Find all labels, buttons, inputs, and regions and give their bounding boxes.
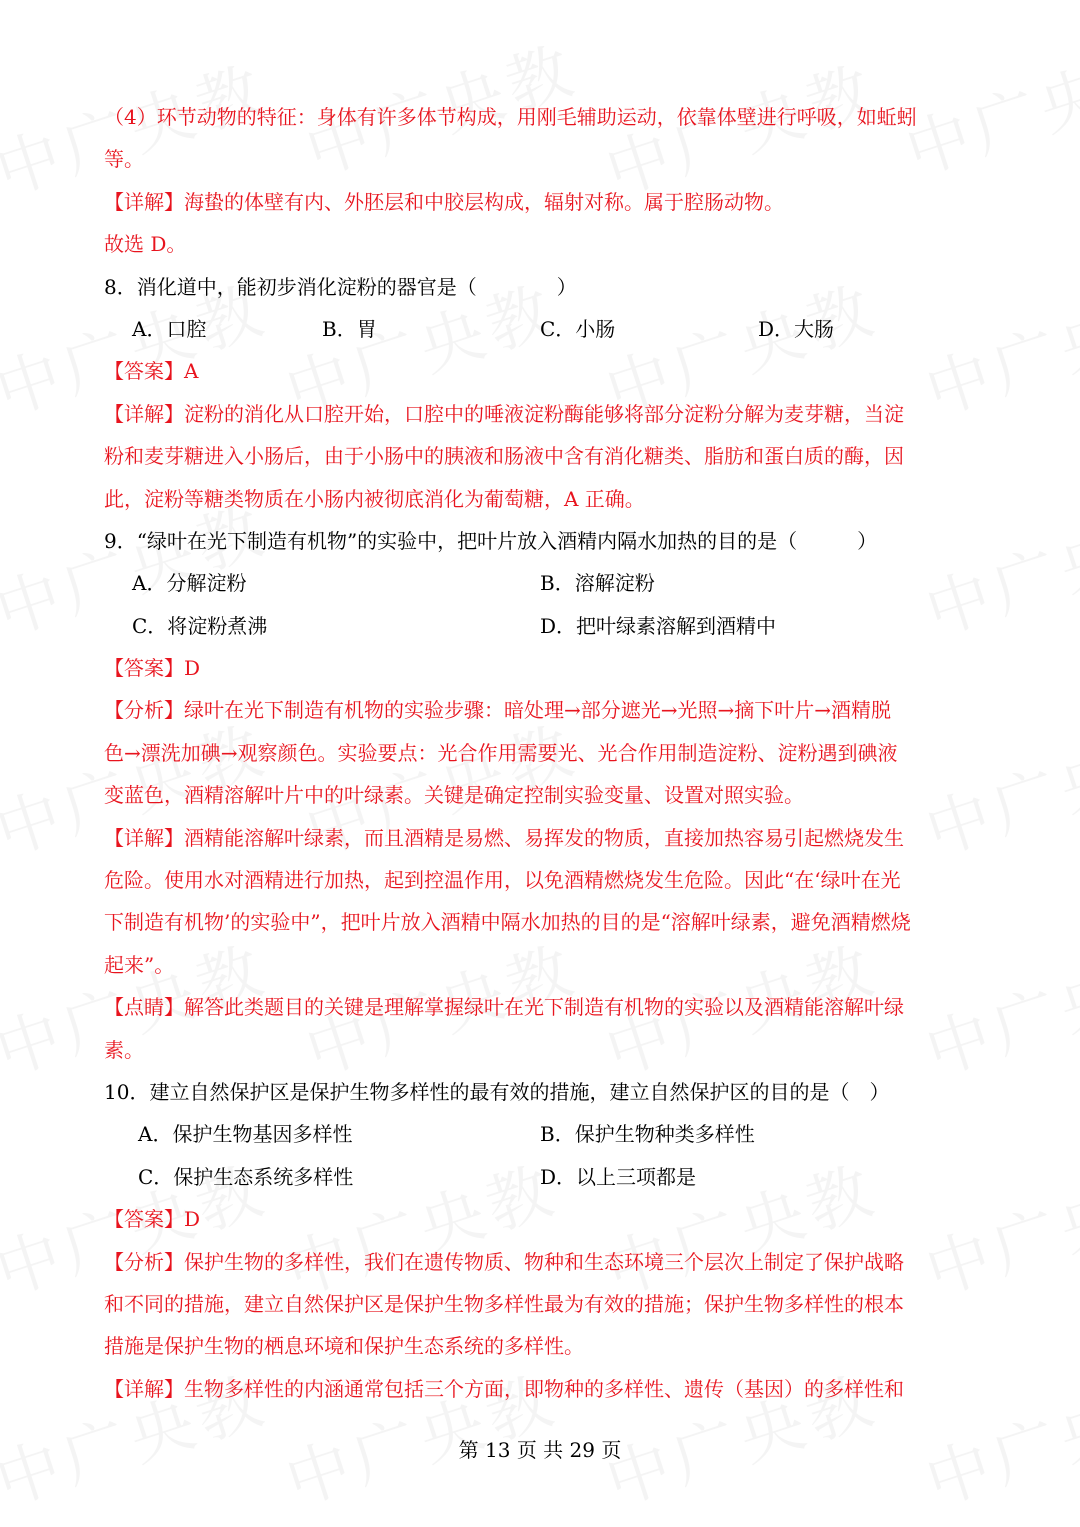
detail-explanation: 【详解】淀粉的消化从口腔开始，口腔中的唾液淀粉酶能够将部分淀粉分解为麦芽糖，当淀 [104, 401, 904, 426]
option-c: C．小肠 [540, 316, 616, 341]
option-b: B．溶解淀粉 [540, 571, 655, 596]
question-10: 10．建立自然保护区是保护生物多样性的最有效的措施，建立自然保护区的目的是（ ） [104, 1079, 890, 1104]
option-a: A．口腔 [132, 316, 207, 341]
explanation-line: （4）环节动物的特征：身体有许多体节构成，用刚毛辅助运动，依靠体壁进行呼吸，如蚯蚓 [104, 105, 917, 129]
question-9-options-row1 [104, 562, 984, 604]
question-10-options-row1 [104, 1113, 984, 1155]
key-point-text: 【点睛】解答此类题目的关键是理解掌握绿叶在光下制造有机物的实验以及酒精能溶解叶绿 [104, 995, 904, 1020]
analysis-text: 和不同的措施，建立自然保护区是保护生物多样性最为有效的措施；保护生物多样性的根本 [104, 1291, 904, 1316]
question-8: 8．消化道中，能初步消化淀粉的器官是（ ） [104, 274, 577, 299]
analysis-text: 措施是保护生物的栖息环境和保护生态系统的多样性。 [104, 1334, 584, 1359]
option-b: B．保护生物种类多样性 [540, 1122, 755, 1147]
key-point-text: 素。 [104, 1037, 144, 1062]
detail-explanation: 危险。使用水对酒精进行加热，起到控温作用，以免酒精燃烧发生危险。因此“在‘绿叶在光 [104, 868, 901, 893]
answer-choice-note: 故选 D。 [104, 232, 187, 257]
explanation-line: 等。 [104, 147, 144, 172]
analysis-text: 变蓝色，酒精溶解叶片中的叶绿素。关键是确定控制实验变量、设置对照实验。 [104, 783, 804, 808]
analysis-text: 【分析】保护生物的多样性，我们在遗传物质、物种和生态环境三个层次上制定了保护战略 [104, 1249, 904, 1274]
question-10-options-row2 [104, 1156, 984, 1198]
page-content [104, 96, 984, 1410]
detail-explanation: 起来”。 [104, 952, 175, 977]
option-a: A．分解淀粉 [132, 571, 247, 596]
question-8-options [104, 308, 984, 350]
analysis-text: 【分析】绿叶在光下制造有机物的实验步骤：暗处理→部分遮光→光照→摘下叶片→酒精脱 [104, 698, 892, 723]
option-b: B．胃 [322, 316, 377, 341]
option-d: D．大肠 [758, 316, 835, 341]
option-c: C．保护生态系统多样性 [138, 1164, 354, 1189]
detail-explanation: 【详解】酒精能溶解叶绿素，而且酒精是易燃、易挥发的物质，直接加热容易引起燃烧发生 [104, 825, 904, 850]
page-number-footer: 第 13 页 共 29 页 [458, 1438, 622, 1462]
answer-label: 【答案】D [104, 656, 201, 681]
detail-explanation: 粉和麦芽糖进入小肠后，由于小肠中的胰液和肠液中含有消化糖类、脂肪和蛋白质的酶，因 [104, 444, 904, 469]
analysis-text: 色→漂洗加碘→观察颜色。实验要点：光合作用需要光、光合作用制造淀粉、淀粉遇到碘液 [104, 740, 898, 765]
detail-explanation: 【详解】海蛰的体壁有内、外胚层和中胶层构成，辐射对称。属于腔肠动物。 [104, 189, 784, 214]
option-a: A．保护生物基因多样性 [138, 1122, 353, 1147]
answer-label: 【答案】D [104, 1207, 201, 1232]
question-9: 9．“绿叶在光下制造有机物”的实验中，把叶片放入酒精内隔水加热的目的是（ ） [104, 528, 878, 553]
detail-explanation: 【详解】生物多样性的内涵通常包括三个方面，即物种的多样性、遗传（基因）的多样性和 [104, 1376, 904, 1401]
option-d: D．以上三项都是 [540, 1164, 697, 1189]
detail-explanation: 下制造有机物’的实验中”，把叶片放入酒精中隔水加热的目的是“溶解叶绿素，避免酒精燃烧 [104, 910, 911, 935]
detail-explanation: 此，淀粉等糖类物质在小肠内被彻底消化为葡萄糖，A 正确。 [104, 486, 645, 511]
question-9-options-row2 [104, 605, 984, 647]
option-d: D．把叶绿素溶解到酒精中 [540, 613, 777, 638]
answer-label: 【答案】A [104, 359, 199, 384]
option-c: C．将淀粉煮沸 [132, 613, 268, 638]
